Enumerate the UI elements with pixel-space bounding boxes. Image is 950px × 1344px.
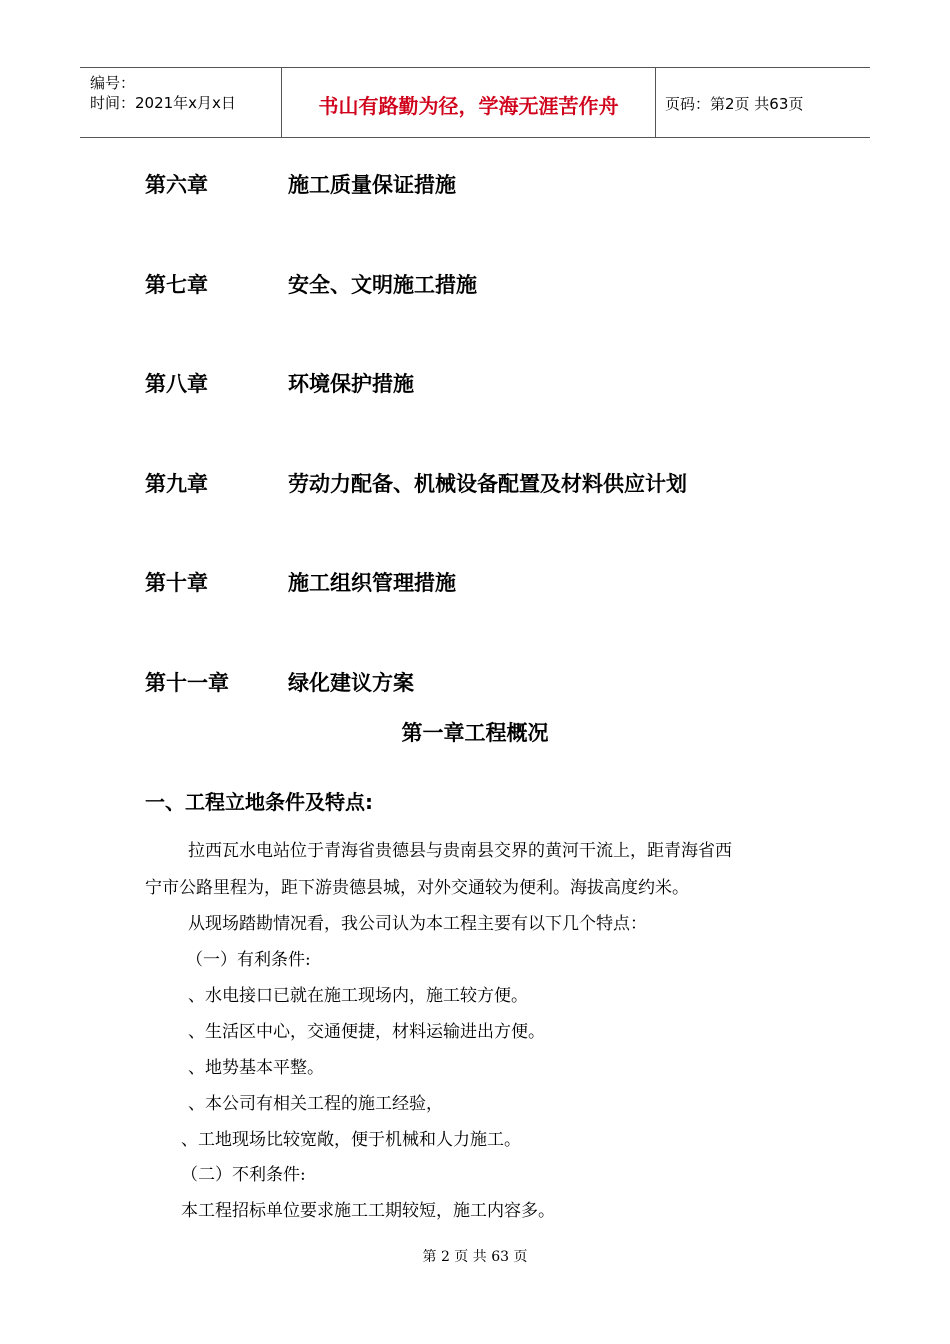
toc-chapter-number: 第七章 xyxy=(145,273,208,297)
header-motto-cell xyxy=(281,68,656,137)
toc-chapter-number: 第十一章 xyxy=(145,671,229,695)
chapter-title: 第一章工程概况 xyxy=(401,721,549,745)
paragraph-line: 、工地现场比较宽敞，便于机械和人力施工。 xyxy=(181,1130,521,1150)
toc-chapter-number: 第九章 xyxy=(145,472,208,496)
document-time-label: 时间：2021年x月x日 xyxy=(90,94,236,112)
paragraph-line: （二）不利条件: xyxy=(181,1165,306,1185)
toc-chapter-title: 绿化建议方案 xyxy=(288,671,414,695)
paragraph-line: 拉西瓦水电站位于青海省贵德县与贵南县交界的黄河干流上，距青海省西 xyxy=(188,841,732,861)
toc-chapter-title: 环境保护措施 xyxy=(288,372,414,396)
paragraph-line: 、生活区中心，交通便捷，材料运输进出方便。 xyxy=(188,1022,545,1042)
paragraph-line: 、本公司有相关工程的施工经验， xyxy=(188,1094,443,1114)
paragraph-line: 、水电接口已就在施工现场内，施工较方便。 xyxy=(188,986,528,1006)
toc-chapter-title: 劳动力配备、机械设备配置及材料供应计划 xyxy=(288,472,687,496)
header-meta-cell xyxy=(80,68,281,137)
paragraph-line: 从现场踏勘情况看，我公司认为本工程主要有以下几个特点： xyxy=(188,914,647,934)
section-title: 一、工程立地条件及特点: xyxy=(145,790,373,814)
paragraph-line: 本工程招标单位要求施工工期较短，施工内容多。 xyxy=(181,1201,555,1221)
toc-chapter-title: 安全、文明施工措施 xyxy=(288,273,477,297)
toc-chapter-title: 施工组织管理措施 xyxy=(288,571,456,595)
toc-chapter-number: 第八章 xyxy=(145,372,208,396)
header-page-info: 页码：第2页 共63页 xyxy=(665,95,804,113)
toc-chapter-number: 第十章 xyxy=(145,571,208,595)
paragraph-line: 宁市公路里程为，距下游贵德县城，对外交通较为便利。海拔高度约米。 xyxy=(145,878,689,898)
toc-chapter-title: 施工质量保证措施 xyxy=(288,173,456,197)
toc-chapter-number: 第六章 xyxy=(145,173,208,197)
page-header xyxy=(80,67,870,138)
header-motto: 书山有路勤为径，学海无涯苦作舟 xyxy=(318,94,619,118)
paragraph-line: （一）有利条件: xyxy=(186,950,311,970)
page-footer: 第 2 页 共 63 页 xyxy=(422,1249,528,1265)
header-page-cell xyxy=(655,68,870,137)
document-number-label: 编号： xyxy=(90,74,136,92)
paragraph-line: 、地势基本平整。 xyxy=(188,1058,324,1078)
